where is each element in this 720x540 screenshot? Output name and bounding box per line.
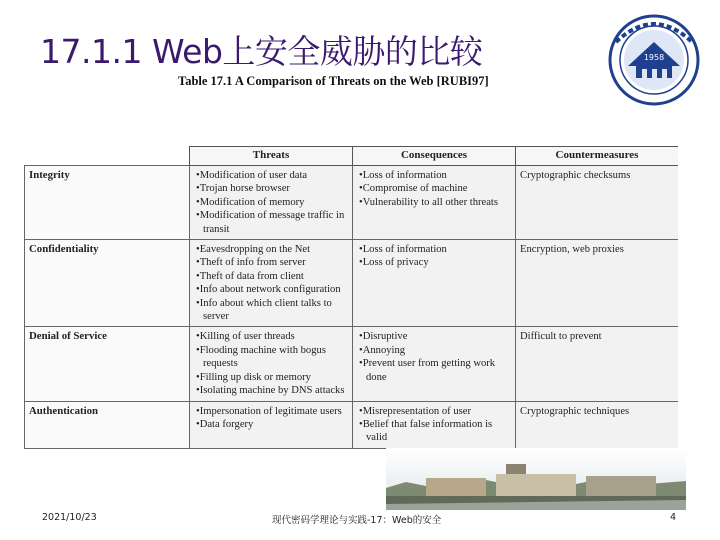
consequences-item: •Prevent user from getting work done [359, 358, 496, 383]
threats-item: •Impersonation of legitimate users [196, 405, 342, 417]
row-consequences [353, 327, 516, 401]
row-countermeasures: Cryptographic checksums [516, 166, 679, 240]
table-row [25, 401, 679, 448]
row-threats [190, 166, 353, 240]
logo-year: 1958 [643, 53, 665, 62]
campus-photo [386, 448, 686, 510]
threats-item: •Theft of data from client [196, 270, 304, 282]
slide-title: 17.1.1 Web上安全威胁的比较 [40, 32, 483, 71]
threats-table [24, 146, 678, 449]
university-logo [606, 12, 702, 108]
threats-item: •Modification of message traffic in transit [196, 210, 345, 235]
row-countermeasures: Encryption, web proxies [516, 240, 679, 327]
consequences-item: •Misrepresentation of user [359, 405, 471, 417]
row-threats [190, 240, 353, 327]
header-threats: Threats [190, 147, 353, 166]
threats-item: •Theft of info from server [196, 257, 306, 269]
table-caption: Table 17.1 A Comparison of Threats on the Web [RUBI97] [178, 74, 489, 88]
threats-item: •Isolating machine by DNS attacks [196, 385, 345, 397]
header-countermeasures: Countermeasures [516, 147, 679, 166]
consequences-item: •Loss of information [359, 244, 447, 256]
header-corner [25, 147, 190, 166]
consequences-item: •Vulnerability to all other threats [359, 196, 498, 208]
consequences-item: •Annoying [359, 344, 406, 356]
footer-date: 2021/10/23 [42, 512, 97, 523]
row-countermeasures: Difficult to prevent [516, 327, 679, 401]
row-threats [190, 401, 353, 448]
row-consequences [353, 401, 516, 448]
consequences-item: •Belief that false information is valid [359, 418, 493, 444]
row-consequences [353, 166, 516, 240]
header-consequences: Consequences [353, 147, 516, 166]
threats-item: •Trojan horse browser [196, 183, 290, 195]
row-threats [190, 327, 353, 401]
consequences-item: •Compromise of machine [359, 183, 468, 195]
table-body [25, 166, 679, 449]
row-category: Confidentiality [25, 240, 190, 327]
row-category: Denial of Service [25, 327, 190, 401]
row-consequences [353, 240, 516, 327]
threats-item: •Data forgery [196, 418, 254, 430]
threats-item: •Flooding machine with bogus requests [196, 344, 326, 370]
threats-item: •Info about network configuration [196, 284, 341, 296]
threats-item: •Killing of user threads [196, 331, 295, 343]
row-category: Authentication [25, 401, 190, 448]
header-row [25, 147, 679, 166]
row-category: Integrity [25, 166, 190, 240]
consequences-item: •Loss of information [359, 170, 447, 181]
footer-title: 现代密码学理论与实践-17：Web的安全 [272, 515, 442, 526]
threats-item: •Filling up disk or memory [196, 371, 311, 383]
threats-item: •Info about which client talks to server [196, 297, 332, 323]
row-countermeasures: Cryptographic techniques [516, 401, 679, 448]
threats-item: •Eavesdropping on the Net [196, 244, 311, 256]
consequences-item: •Disruptive [359, 331, 408, 343]
table-container [24, 146, 678, 472]
table-row [25, 166, 679, 240]
footer-page-number: 4 [670, 512, 677, 523]
threats-item: •Modification of memory [196, 196, 305, 208]
table-row [25, 240, 679, 327]
threats-item: •Modification of user data [196, 170, 308, 181]
consequences-item: •Loss of privacy [359, 257, 429, 269]
table-row [25, 327, 679, 401]
